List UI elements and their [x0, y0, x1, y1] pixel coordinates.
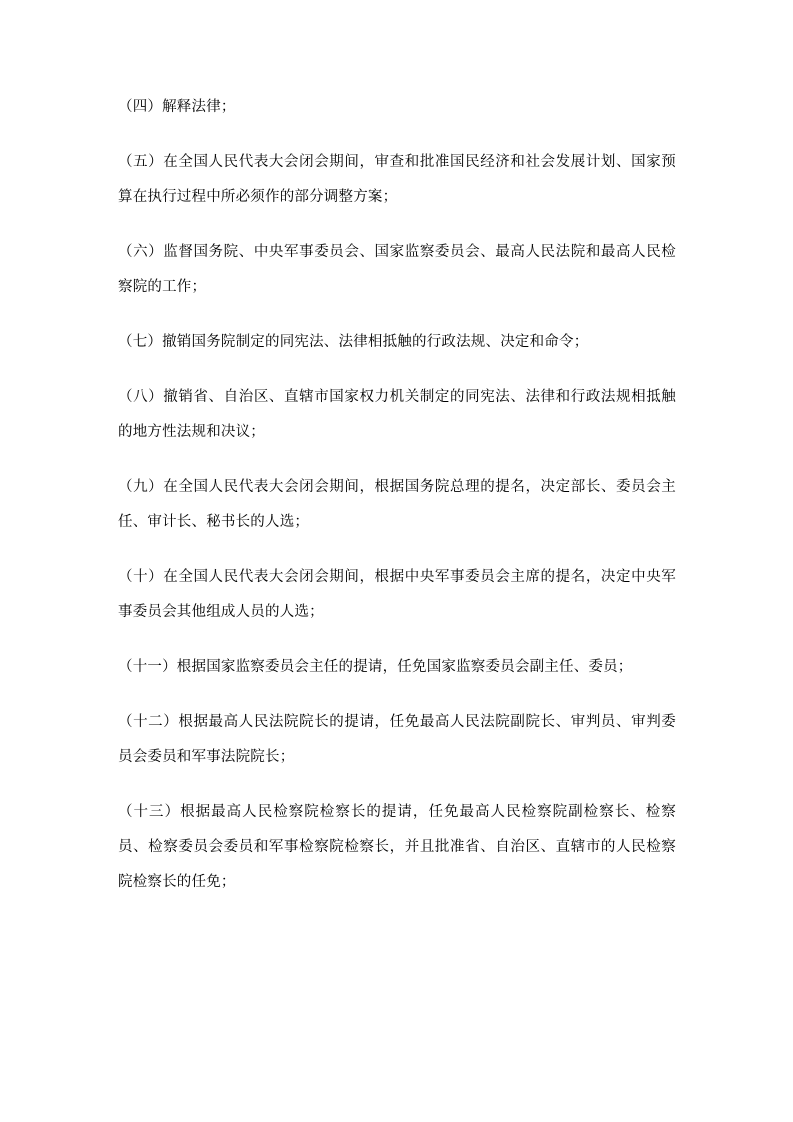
document-body — [118, 90, 676, 920]
paragraph: （十三）根据最高人民检察院检察长的提请，任免最高人民检察院副检察长、检察员、检察委员会委员和军事检察院检察长，并且批准省、自治区、直辖市的人民检察院检察长的任免； — [118, 804, 676, 890]
paragraph: （四）解释法律； — [118, 99, 236, 115]
paragraph: （五）在全国人民代表大会闭会期间，审查和批准国民经济和社会发展计划、国家预算在执行过程中所必须作的部分调整方案； — [118, 154, 676, 205]
paragraph: （七）撤销国务院制定的同宪法、法律相抵触的行政法规、决定和命令； — [118, 334, 589, 350]
paragraph: （九）在全国人民代表大会闭会期间，根据国务院总理的提名，决定部长、委员会主任、审计长、秘书长的人选； — [118, 479, 676, 530]
paragraph: （十二）根据最高人民法院院长的提请，任免最高人民法院副院长、审判员、审判委员会委员和军事法院院长； — [118, 714, 676, 765]
paragraph: （十）在全国人民代表大会闭会期间，根据中央军事委员会主席的提名，决定中央军事委员会其他组成人员的人选； — [118, 569, 676, 620]
paragraph: （六）监督国务院、中央军事委员会、国家监察委员会、最高人民法院和最高人民检察院的工作； — [118, 244, 676, 295]
paragraph: （十一）根据国家监察委员会主任的提请，任免国家监察委员会副主任、委员； — [118, 659, 633, 675]
paragraph: （八）撤销省、自治区、直辖市国家权力机关制定的同宪法、法律和行政法规相抵触的地方性法规和决议； — [118, 389, 676, 440]
